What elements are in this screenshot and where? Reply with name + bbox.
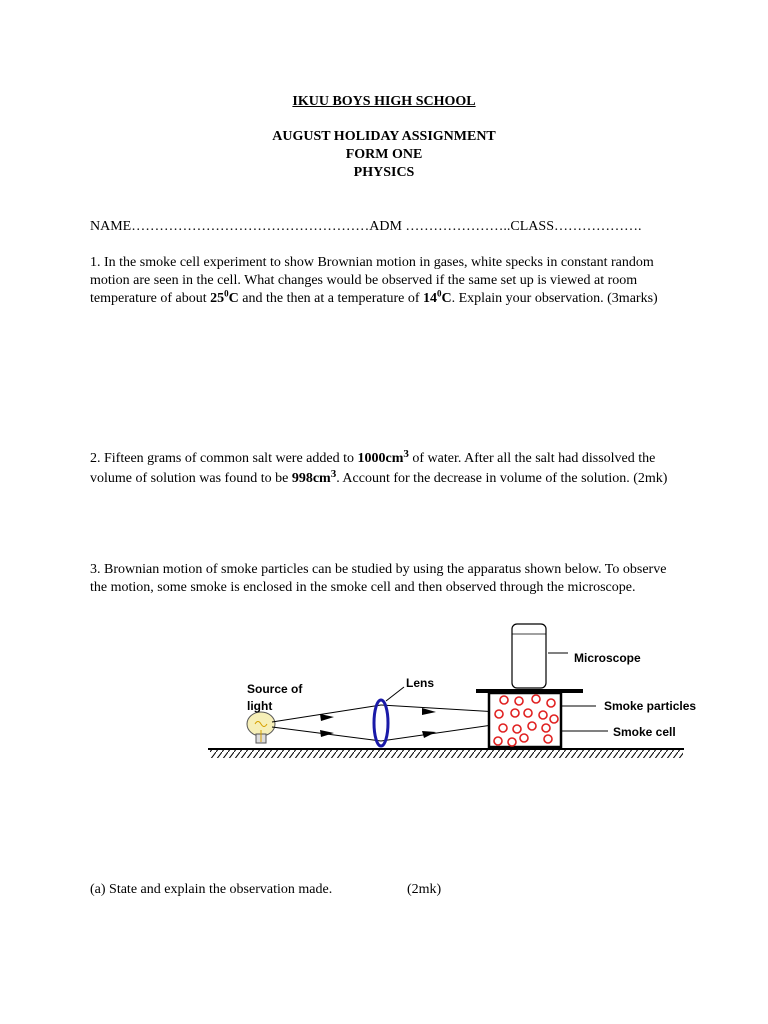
question-3: 3. Brownian motion of smoke particles can be studied by using the apparatus shown below. To observe the motion, some smoke is enclosed in the smoke cell and then observed through the microscope. bbox=[90, 562, 667, 595]
q2-volume-solution-value: 998cm bbox=[291, 471, 331, 486]
subject-title: PHYSICS bbox=[353, 165, 415, 180]
form-title: FORM ONE bbox=[345, 147, 423, 162]
q3a-text: (a) State and explain the observation made. bbox=[90, 882, 333, 897]
class-blank: ………………. bbox=[553, 219, 642, 234]
q1-text: 1. In the smoke cell experiment to show Brownian motion in gases, white specks in constant random motion are seen in the cell. What changes would be observed if the same set up is viewed at room temperature of about bbox=[90, 255, 654, 306]
microscope-icon bbox=[476, 624, 583, 693]
label-source: Source of bbox=[247, 682, 303, 696]
q2-text-end: . Account for the decrease in volume of the solution. (2mk) bbox=[336, 471, 668, 486]
q1-temp-room-value: 25 bbox=[210, 291, 225, 306]
bench-hatching bbox=[210, 750, 683, 758]
label-light: light bbox=[247, 699, 273, 713]
school-title: IKUU BOYS HIGH SCHOOL bbox=[292, 94, 476, 109]
q1-temp-low-value: 14 bbox=[423, 291, 437, 306]
q1-degree-sup: 0 bbox=[224, 288, 229, 299]
label-lens: Lens bbox=[406, 676, 435, 690]
ray-arrowheads bbox=[320, 708, 436, 738]
label-smoke-cell: Smoke cell bbox=[613, 725, 676, 739]
q2-cubed-sup: 3 bbox=[403, 448, 409, 460]
class-label: CLASS bbox=[510, 219, 554, 234]
q1-degree-sup-2: 0 bbox=[437, 288, 442, 299]
q2-cubed-sup-2: 3 bbox=[330, 468, 337, 480]
name-blank: …………………………………………… bbox=[131, 219, 370, 234]
q1-text-end: . Explain your observation. (3marks) bbox=[451, 291, 658, 306]
q2-text-mid: of water. After all the salt had dissolved the volume of solution was found to be bbox=[90, 451, 656, 486]
adm-label: ADM bbox=[369, 219, 402, 234]
q2-text: 2. Fifteen grams of common salt were added to bbox=[90, 451, 358, 466]
question-3a bbox=[90, 881, 685, 899]
assignment-title: AUGUST HOLIDAY ASSIGNMENT bbox=[272, 129, 496, 144]
light-bulb-icon bbox=[247, 712, 275, 743]
q1-temp-room-unit: C bbox=[228, 291, 239, 306]
label-smoke-particles: Smoke particles bbox=[604, 699, 697, 713]
lens-icon bbox=[374, 700, 388, 746]
q3a-marks: (2mk) bbox=[407, 882, 442, 897]
q1-text-mid: and the then at a temperature of bbox=[238, 291, 423, 306]
name-label: NAME bbox=[90, 219, 132, 234]
q2-volume-water-value: 1000cm bbox=[357, 451, 404, 466]
q1-temp-low-unit: C bbox=[441, 291, 452, 306]
label-microscope: Microscope bbox=[574, 651, 641, 665]
adm-blank: ………………….. bbox=[405, 219, 511, 234]
